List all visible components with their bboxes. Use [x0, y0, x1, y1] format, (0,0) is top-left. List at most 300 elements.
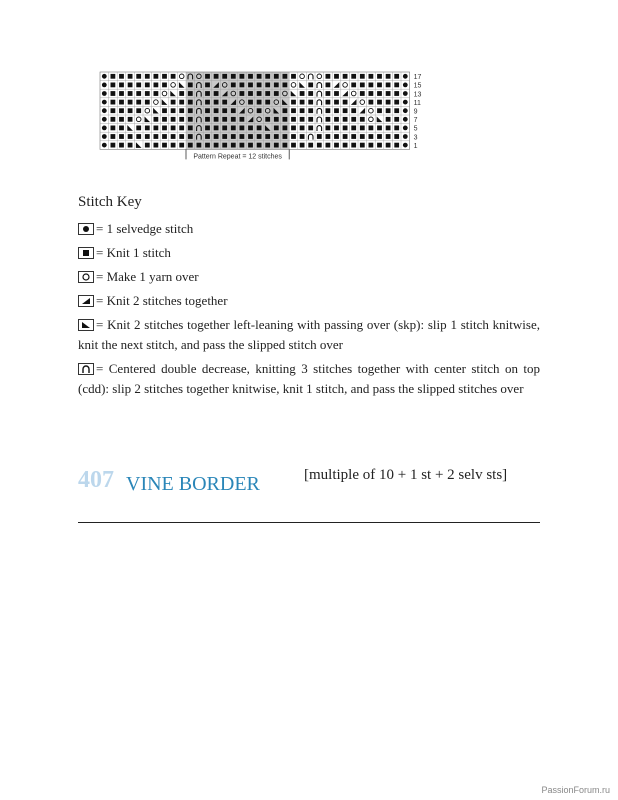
- knit-stitch: [283, 83, 288, 88]
- knit-stitch: [240, 74, 245, 79]
- knit-stitch: [300, 117, 305, 122]
- knit-stitch: [214, 74, 219, 79]
- knit-stitch: [377, 74, 382, 79]
- knit-stitch: [111, 108, 116, 113]
- knit-stitch: [291, 100, 296, 105]
- pattern-repeat-label: Pattern Repeat = 12 stitches: [193, 153, 282, 161]
- knit-stitch: [154, 74, 159, 79]
- knit-stitch: [179, 143, 184, 148]
- knit-stitch: [128, 143, 133, 148]
- knit-stitch: [377, 126, 382, 131]
- knit-stitch: [145, 74, 150, 79]
- knit-stitch: [136, 108, 141, 113]
- key-text-skp: = Knit 2 stitches together left-leaning with passing over (skp): slip 1 stitch knitwise, knit the next stitch, and pass the slipped stitch over: [78, 317, 540, 352]
- knit-stitch: [171, 74, 176, 79]
- knit-stitch: [171, 143, 176, 148]
- knit-stitch: [128, 74, 133, 79]
- knit-stitch: [171, 126, 176, 131]
- skp-stitch: [136, 142, 142, 148]
- knit-stitch: [343, 117, 348, 122]
- knit-stitch: [308, 91, 313, 96]
- knit-stitch: [291, 134, 296, 139]
- knit-stitch: [222, 74, 227, 79]
- knit-stitch: [136, 100, 141, 105]
- key-item-yarn-over: [78, 267, 540, 287]
- knit-stitch: [377, 91, 382, 96]
- knit-stitch: [343, 74, 348, 79]
- knit-stitch: [111, 83, 116, 88]
- knit-stitch: [377, 143, 382, 148]
- cdd-stitch: [317, 108, 322, 113]
- knit-stitch: [205, 143, 210, 148]
- knit-stitch: [214, 126, 219, 131]
- row-number: 11: [413, 99, 421, 107]
- knit-stitch: [360, 91, 365, 96]
- knit-stitch: [222, 126, 227, 131]
- k2tog-stitch: [360, 108, 366, 114]
- knit-stitch: [179, 100, 184, 105]
- yarn-over-stitch: [171, 83, 176, 88]
- knit-stitch: [205, 117, 210, 122]
- knit-stitch: [222, 117, 227, 122]
- knit-stitch: [343, 108, 348, 113]
- knit-stitch: [326, 100, 331, 105]
- knit-stitch: [386, 108, 391, 113]
- knit-stitch: [119, 100, 124, 105]
- knit-stitch: [283, 134, 288, 139]
- knit-stitch: [326, 126, 331, 131]
- yarn-over-stitch: [145, 108, 150, 113]
- knit-stitch: [145, 143, 150, 148]
- knit-stitch: [326, 91, 331, 96]
- knit-stitch: [377, 83, 382, 88]
- knit-stitch: [231, 117, 236, 122]
- knit-stitch: [360, 134, 365, 139]
- knit-stitch: [111, 91, 116, 96]
- knit-stitch: [386, 100, 391, 105]
- knit-square-icon: [78, 247, 94, 259]
- knit-stitch: [308, 126, 313, 131]
- selvedge-stitch: [403, 83, 408, 88]
- knit-stitch: [119, 91, 124, 96]
- selvedge-stitch: [102, 74, 107, 79]
- key-item-knit: [78, 243, 540, 263]
- skp-stitch: [299, 82, 305, 88]
- selvedge-stitch: [102, 100, 107, 105]
- knit-stitch: [136, 83, 141, 88]
- knit-stitch: [240, 117, 245, 122]
- knit-stitch: [326, 108, 331, 113]
- knit-stitch: [326, 143, 331, 148]
- knit-stitch: [162, 83, 167, 88]
- knit-stitch: [171, 100, 176, 105]
- knit-stitch: [300, 91, 305, 96]
- knit-stitch: [119, 143, 124, 148]
- knit-stitch: [240, 126, 245, 131]
- knit-stitch: [128, 117, 133, 122]
- selvedge-stitch: [102, 91, 107, 96]
- knit-stitch: [111, 143, 116, 148]
- knit-stitch: [154, 134, 159, 139]
- knit-stitch: [162, 117, 167, 122]
- knit-stitch: [351, 134, 356, 139]
- knit-stitch: [326, 134, 331, 139]
- skp-stitch: [127, 125, 133, 131]
- knit-stitch: [334, 108, 339, 113]
- skp-stitch: [170, 91, 176, 97]
- knit-stitch: [257, 126, 262, 131]
- knit-stitch: [257, 83, 262, 88]
- knit-stitch: [369, 91, 374, 96]
- knit-stitch: [162, 143, 167, 148]
- key-item-k2tog: [78, 291, 540, 311]
- knit-stitch: [154, 143, 159, 148]
- knit-stitch: [128, 83, 133, 88]
- key-item-selvedge: [78, 219, 540, 239]
- knit-stitch: [274, 143, 279, 148]
- knit-stitch: [360, 74, 365, 79]
- knit-stitch: [283, 74, 288, 79]
- knit-stitch: [128, 91, 133, 96]
- knit-stitch: [351, 108, 356, 113]
- k2tog-stitch: [342, 91, 348, 97]
- knit-stitch: [257, 143, 262, 148]
- knit-stitch: [394, 74, 399, 79]
- cdd-stitch: [317, 91, 322, 96]
- knit-stitch: [214, 108, 219, 113]
- knit-stitch: [179, 126, 184, 131]
- selvedge-stitch: [403, 91, 408, 96]
- knit-stitch: [222, 108, 227, 113]
- knit-stitch: [317, 143, 322, 148]
- knit-stitch: [274, 126, 279, 131]
- knit-stitch: [128, 100, 133, 105]
- knit-stitch: [111, 74, 116, 79]
- knit-stitch: [351, 83, 356, 88]
- yarn-over-stitch: [179, 74, 184, 79]
- knitting-chart: [98, 70, 428, 174]
- knit-stitch: [136, 91, 141, 96]
- knit-stitch: [386, 91, 391, 96]
- knit-stitch: [386, 117, 391, 122]
- knit-stitch: [317, 134, 322, 139]
- knit-stitch: [257, 108, 262, 113]
- knit-stitch: [283, 117, 288, 122]
- selvedge-stitch: [403, 117, 408, 122]
- knit-stitch: [154, 117, 159, 122]
- knit-stitch: [128, 134, 133, 139]
- watermark: PassionForum.ru: [541, 785, 610, 795]
- knit-stitch: [326, 83, 331, 88]
- knit-stitch: [248, 134, 253, 139]
- knit-stitch: [188, 134, 193, 139]
- knit-stitch: [343, 143, 348, 148]
- knit-stitch: [386, 83, 391, 88]
- knit-stitch: [154, 126, 159, 131]
- knit-stitch: [300, 134, 305, 139]
- knit-stitch: [334, 126, 339, 131]
- knit-stitch: [351, 126, 356, 131]
- knit-stitch: [257, 74, 262, 79]
- knit-stitch: [369, 126, 374, 131]
- knit-stitch: [214, 143, 219, 148]
- knit-stitch: [291, 117, 296, 122]
- cdd-stitch: [317, 100, 322, 105]
- knit-stitch: [205, 134, 210, 139]
- knit-stitch: [205, 91, 210, 96]
- knit-stitch: [283, 143, 288, 148]
- knit-stitch: [394, 117, 399, 122]
- yarn-over-stitch: [369, 108, 374, 113]
- knit-stitch: [360, 83, 365, 88]
- knit-stitch: [334, 143, 339, 148]
- knit-stitch: [188, 100, 193, 105]
- knit-stitch: [179, 91, 184, 96]
- knit-stitch: [360, 143, 365, 148]
- yarn-over-circle-icon: [78, 271, 94, 283]
- knit-stitch: [248, 126, 253, 131]
- knit-stitch: [334, 100, 339, 105]
- knit-stitch: [334, 134, 339, 139]
- yarn-over-stitch: [317, 74, 322, 79]
- selvedge-stitch: [102, 83, 107, 88]
- knit-stitch: [145, 100, 150, 105]
- knit-stitch: [222, 100, 227, 105]
- row-number: 17: [413, 74, 422, 82]
- knit-stitch: [291, 126, 296, 131]
- skp-stitch: [162, 99, 168, 105]
- k2tog-triangle-icon: [78, 295, 94, 307]
- knit-stitch: [308, 117, 313, 122]
- knit-stitch: [274, 134, 279, 139]
- knit-stitch: [369, 143, 374, 148]
- knit-stitch: [248, 100, 253, 105]
- selvedge-stitch: [102, 143, 107, 148]
- knit-stitch: [145, 134, 150, 139]
- cdd-arch-icon: [78, 363, 94, 375]
- knit-stitch: [231, 83, 236, 88]
- knit-stitch: [274, 117, 279, 122]
- knit-stitch: [205, 100, 210, 105]
- knit-stitch: [231, 126, 236, 131]
- knit-stitch: [145, 126, 150, 131]
- pattern-title: VINE BORDER: [126, 473, 260, 495]
- knit-stitch: [240, 91, 245, 96]
- knit-stitch: [119, 117, 124, 122]
- knit-stitch: [214, 117, 219, 122]
- knit-stitch: [386, 134, 391, 139]
- knit-stitch: [386, 126, 391, 131]
- key-item-cdd: [78, 359, 540, 399]
- knit-stitch: [119, 126, 124, 131]
- knit-stitch: [188, 126, 193, 131]
- section-divider: [78, 522, 540, 523]
- knit-stitch: [377, 108, 382, 113]
- knit-stitch: [351, 74, 356, 79]
- knit-stitch: [214, 100, 219, 105]
- knit-stitch: [394, 100, 399, 105]
- row-number: 15: [413, 82, 422, 90]
- selvedge-stitch: [403, 134, 408, 139]
- knit-stitch: [265, 134, 270, 139]
- knit-stitch: [308, 100, 313, 105]
- knit-stitch: [240, 134, 245, 139]
- knit-stitch: [248, 83, 253, 88]
- knit-stitch: [205, 74, 210, 79]
- knit-stitch: [188, 108, 193, 113]
- knit-stitch: [291, 143, 296, 148]
- yarn-over-stitch: [360, 100, 365, 105]
- knit-stitch: [326, 117, 331, 122]
- knit-stitch: [274, 83, 279, 88]
- knit-stitch: [231, 74, 236, 79]
- knit-stitch: [119, 74, 124, 79]
- knit-stitch: [274, 74, 279, 79]
- selvedge-stitch: [403, 108, 408, 113]
- knit-stitch: [334, 74, 339, 79]
- selvedge-stitch: [403, 143, 408, 148]
- knit-stitch: [326, 74, 331, 79]
- knit-stitch: [300, 126, 305, 131]
- knit-stitch: [111, 126, 116, 131]
- knit-stitch: [265, 74, 270, 79]
- knit-stitch: [343, 100, 348, 105]
- knit-stitch: [257, 100, 262, 105]
- chart-grid: [98, 70, 428, 174]
- knit-stitch: [136, 126, 141, 131]
- knit-stitch: [188, 91, 193, 96]
- knit-stitch: [197, 143, 202, 148]
- knit-stitch: [308, 143, 313, 148]
- row-number: 7: [413, 117, 418, 125]
- pattern-multiple: [multiple of 10 + 1 st + 2 selv sts]: [304, 467, 508, 483]
- knit-stitch: [308, 83, 313, 88]
- key-text-yarn-over: = Make 1 yarn over: [96, 269, 199, 284]
- knit-stitch: [231, 108, 236, 113]
- knit-stitch: [205, 83, 210, 88]
- selvedge-dot-icon: [78, 223, 94, 235]
- knit-stitch: [386, 74, 391, 79]
- knit-stitch: [162, 74, 167, 79]
- row-number: 13: [413, 91, 422, 99]
- knit-stitch: [343, 126, 348, 131]
- cdd-stitch: [317, 117, 322, 122]
- skp-stitch: [145, 117, 151, 123]
- knit-stitch: [240, 143, 245, 148]
- knit-stitch: [334, 91, 339, 96]
- knit-stitch: [265, 91, 270, 96]
- knit-stitch: [214, 91, 219, 96]
- skp-stitch: [153, 108, 159, 114]
- knit-stitch: [171, 108, 176, 113]
- selvedge-stitch: [102, 108, 107, 113]
- knit-stitch: [179, 117, 184, 122]
- knit-stitch: [394, 134, 399, 139]
- knit-stitch: [360, 117, 365, 122]
- row-number: 3: [413, 134, 418, 142]
- skp-stitch: [179, 82, 185, 88]
- selvedge-stitch: [102, 117, 107, 122]
- knit-stitch: [394, 108, 399, 113]
- knit-stitch: [136, 134, 141, 139]
- knit-stitch: [162, 126, 167, 131]
- key-text-cdd: = Centered double decrease, knitting 3 stitches together with center stitch on top (cdd): slip 2 stitches together knitwise, knit 1 stitch, and pass the slipped stitches over: [78, 361, 540, 396]
- knit-stitch: [231, 143, 236, 148]
- key-text-selvedge: = 1 selvedge stitch: [96, 221, 194, 236]
- knit-stitch: [136, 74, 141, 79]
- knit-stitch: [360, 126, 365, 131]
- knit-stitch: [162, 134, 167, 139]
- knit-stitch: [369, 83, 374, 88]
- knit-stitch: [377, 134, 382, 139]
- yarn-over-stitch: [343, 83, 348, 88]
- knit-stitch: [179, 108, 184, 113]
- k2tog-stitch: [351, 99, 357, 105]
- knit-stitch: [188, 83, 193, 88]
- skp-stitch: [291, 91, 297, 97]
- knit-stitch: [377, 100, 382, 105]
- knit-stitch: [394, 143, 399, 148]
- knit-stitch: [240, 83, 245, 88]
- knit-stitch: [283, 108, 288, 113]
- knit-stitch: [265, 83, 270, 88]
- skp-triangle-icon: [78, 319, 94, 331]
- knit-stitch: [154, 91, 159, 96]
- knit-stitch: [111, 134, 116, 139]
- knit-stitch: [265, 100, 270, 105]
- pattern-number: 407: [78, 467, 114, 493]
- knit-stitch: [145, 83, 150, 88]
- knit-stitch: [257, 134, 262, 139]
- knit-stitch: [369, 100, 374, 105]
- knit-stitch: [265, 117, 270, 122]
- knit-stitch: [222, 134, 227, 139]
- knit-stitch: [300, 108, 305, 113]
- yarn-over-stitch: [369, 117, 374, 122]
- knit-stitch: [394, 83, 399, 88]
- knit-stitch: [291, 108, 296, 113]
- knit-stitch: [248, 74, 253, 79]
- knit-stitch: [308, 108, 313, 113]
- knit-stitch: [128, 108, 133, 113]
- knit-stitch: [394, 126, 399, 131]
- selvedge-stitch: [403, 126, 408, 131]
- knit-stitch: [394, 91, 399, 96]
- selvedge-stitch: [403, 100, 408, 105]
- knit-stitch: [231, 134, 236, 139]
- skp-stitch: [377, 117, 383, 123]
- knit-stitch: [334, 117, 339, 122]
- knit-stitch: [351, 143, 356, 148]
- yarn-over-stitch: [162, 91, 167, 96]
- knit-stitch: [188, 117, 193, 122]
- knit-stitch: [179, 134, 184, 139]
- knit-stitch: [300, 143, 305, 148]
- knit-stitch: [205, 108, 210, 113]
- knit-stitch: [351, 117, 356, 122]
- cdd-stitch: [317, 126, 322, 131]
- knit-stitch: [119, 83, 124, 88]
- knit-stitch: [265, 143, 270, 148]
- yarn-over-stitch: [351, 91, 356, 96]
- selvedge-stitch: [102, 126, 107, 131]
- knit-stitch: [162, 108, 167, 113]
- knit-stitch: [205, 126, 210, 131]
- knit-stitch: [300, 100, 305, 105]
- cdd-stitch: [317, 83, 322, 88]
- yarn-over-stitch: [300, 74, 305, 79]
- knit-stitch: [145, 91, 150, 96]
